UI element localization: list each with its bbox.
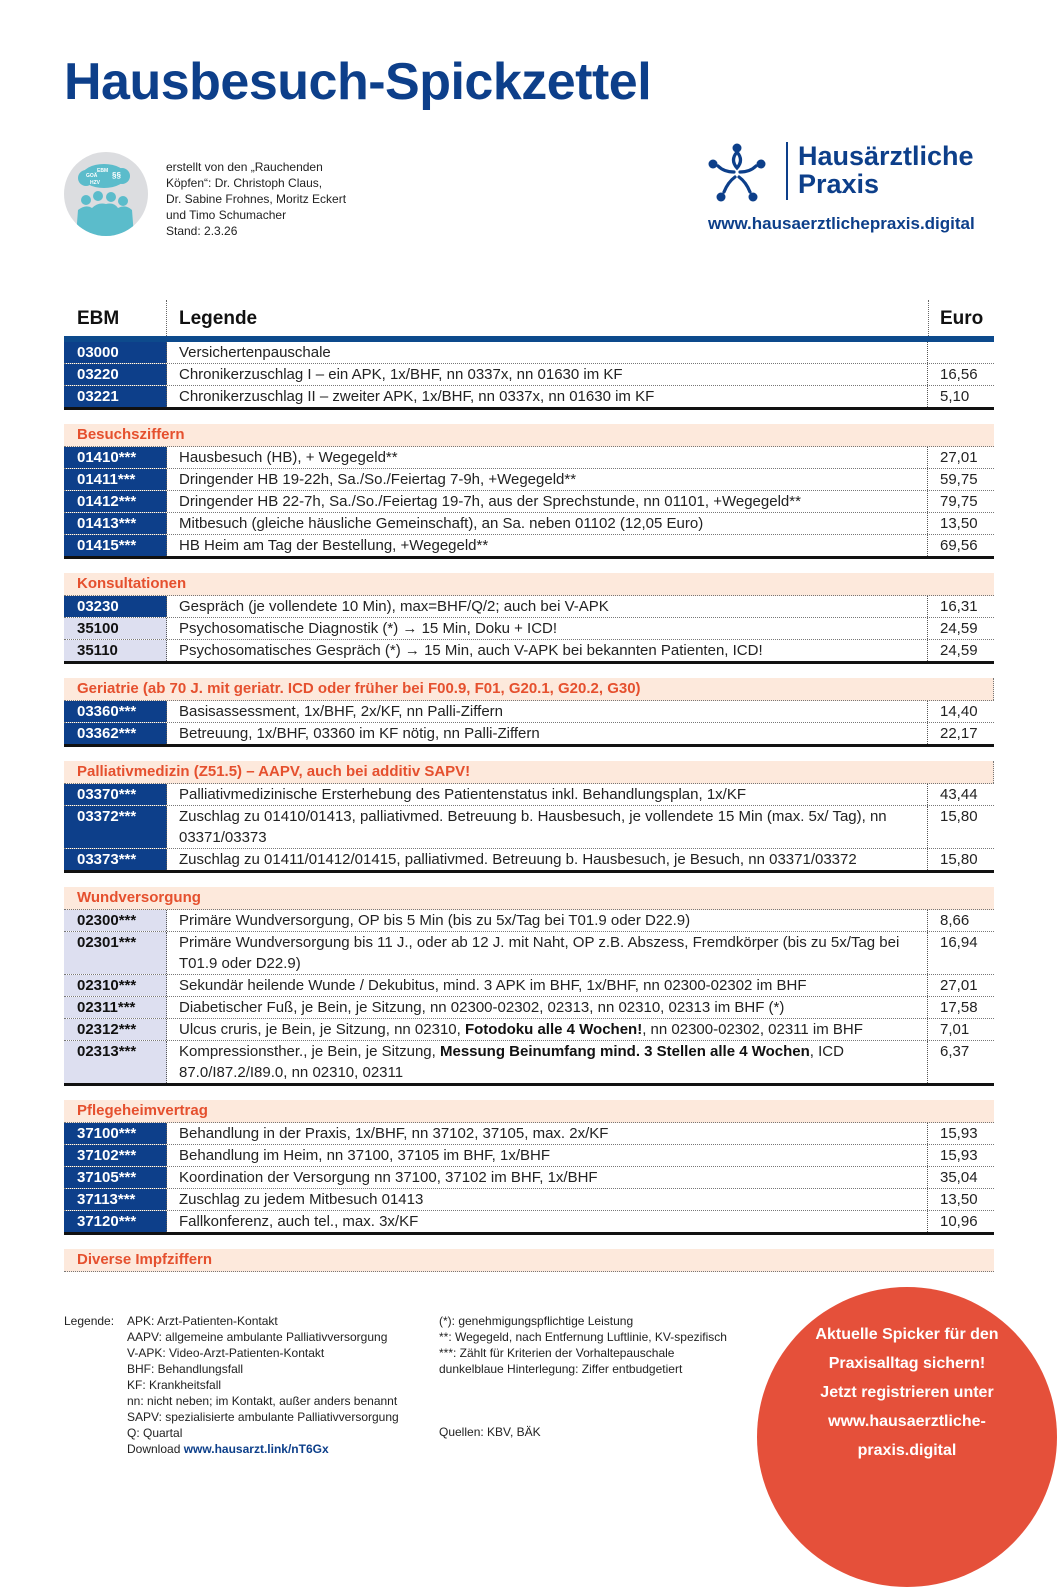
legend-item: BHF: Behandlungsfall <box>127 1362 244 1376</box>
row-description: Hausbesuch (HB), + Wegegeld** <box>179 449 398 466</box>
row-description: Zuschlag zu 01411/01412/01415, palliativmed. Betreuung b. Hausbesuch, je Besuch, nn 03371/03372 <box>179 851 857 868</box>
euro-value: 24,59 <box>927 618 994 639</box>
ebm-code: 37105*** <box>64 1167 167 1188</box>
row-description: Behandlung in der Praxis, 1x/BHF, nn 37102, 37105, max. 2x/KF <box>179 1125 609 1142</box>
people-group-icon <box>64 152 148 236</box>
brand-name-line: Praxis <box>798 169 880 199</box>
ebm-code: 01413*** <box>64 513 167 534</box>
ebm-code: 03220 <box>64 364 167 385</box>
table-body <box>64 342 994 1272</box>
table-section <box>64 887 994 1086</box>
euro-value: 14,40 <box>927 701 994 722</box>
brand-name-line: Hausärztliche <box>798 141 974 171</box>
row-description <box>167 1019 927 1040</box>
column-header-euro: Euro <box>940 308 984 329</box>
footnote: ***: Zählt für Kriterien der Vorhaltepauschale <box>439 1346 675 1360</box>
footnote: **: Wegegeld, nach Entfernung Luftlinie, KV-spezifisch <box>439 1330 727 1344</box>
credits-line: und Timo Schumacher <box>166 208 287 222</box>
ebm-code: 35100 <box>64 618 167 639</box>
page-title: Hausbesuch-Spickzettel <box>64 53 652 111</box>
table-row <box>64 849 994 873</box>
table-row <box>64 535 994 559</box>
row-description: Gespräch (je vollendete 10 Min), max=BHF/Q/2; auch bei V-APK <box>179 598 609 615</box>
row-description: Diabetischer Fuß, je Bein, je Sitzung, nn 02300-02302, 02313, nn 02310, 02313 im BHF (*) <box>179 999 785 1016</box>
row-description: Basisassessment, 1x/BHF, 2x/KF, nn Palli-Ziffern <box>179 703 504 720</box>
ebm-code: 02300*** <box>64 910 167 931</box>
ebm-code: 03221 <box>64 386 167 407</box>
brand-logo <box>706 140 998 240</box>
credits-line: Köpfen“: Dr. Christoph Claus, <box>166 176 323 190</box>
euro-value: 59,75 <box>927 469 994 490</box>
euro-value: 15,80 <box>927 849 994 870</box>
brand-website-link[interactable]: www.hausaerztlichepraxis.digital <box>708 214 975 233</box>
legend-item: APK: Arzt-Patienten-Kontakt <box>127 1314 278 1328</box>
ebm-code: 02312*** <box>64 1019 167 1040</box>
table-section <box>64 1249 994 1272</box>
euro-value: 15,93 <box>927 1123 994 1144</box>
table-row <box>64 513 994 535</box>
promo-line: Aktuelle Spicker für den <box>815 1326 999 1343</box>
row-description: Zuschlag zu 01410/01413, palliativmed. Betreuung b. Hausbesuch, je vollendete 15 Min (max. 5x/ Tag), nn 03371/03373 <box>179 808 887 846</box>
credits-line: erstellt von den „Rauchenden <box>166 160 323 174</box>
credits-line: Dr. Sabine Frohnes, Moritz Eckert <box>166 192 347 206</box>
row-description: Primäre Wundversorgung, OP bis 5 Min (bis zu 5x/Tag bei T01.9 oder D22.9) <box>179 912 691 929</box>
euro-value: 35,04 <box>927 1167 994 1188</box>
euro-value: 10,96 <box>927 1211 994 1232</box>
euro-value <box>927 342 994 363</box>
section-heading: Wundversorgung <box>64 887 994 910</box>
table-row <box>64 1123 994 1145</box>
table-row <box>64 447 994 469</box>
euro-value: 79,75 <box>927 491 994 512</box>
ebm-code: 01410*** <box>64 447 167 468</box>
row-description: Versichertenpauschale <box>179 344 331 361</box>
description-part: , nn 02300-02302, 02311 im BHF <box>642 1021 863 1038</box>
ebm-code: 03372*** <box>64 806 167 848</box>
legend-item: V-APK: Video-Arzt-Patienten-Kontakt <box>127 1346 325 1360</box>
table-row <box>64 997 994 1019</box>
table-row <box>64 910 994 932</box>
column-divider <box>166 300 167 336</box>
table-section <box>64 761 994 873</box>
table-section <box>64 573 994 664</box>
euro-value: 16,94 <box>927 932 994 974</box>
euro-value: 15,93 <box>927 1145 994 1166</box>
euro-value: 16,56 <box>927 364 994 385</box>
row-description: Koordination der Versorgung nn 37100, 37102 im BHF, 1x/BHF <box>179 1169 598 1186</box>
ebm-code: 02310*** <box>64 975 167 996</box>
promo-line: Jetzt registrieren unter <box>820 1384 994 1401</box>
promo-line: praxis.digital <box>857 1442 957 1459</box>
download-label: Download <box>127 1442 184 1456</box>
row-description: Psychosomatische Diagnostik (*) → 15 Min, Doku + ICD! <box>179 620 558 637</box>
ebm-code: 03000 <box>64 342 167 363</box>
row-description: Behandlung im Heim, nn 37100, 37105 im BHF, 1x/BHF <box>179 1147 551 1164</box>
euro-value: 6,37 <box>927 1041 994 1083</box>
row-description: Dringender HB 22-7h, Sa./So./Feiertag 19-7h, aus der Sprechstunde, nn 01101, +Wegegeld** <box>179 493 801 510</box>
table-row <box>64 1019 994 1041</box>
table-row <box>64 1211 994 1235</box>
ebm-code: 01411*** <box>64 469 167 490</box>
download-link[interactable]: www.hausarzt.link/nT6Gx <box>183 1442 329 1456</box>
row-description: Palliativmedizinische Ersterhebung des Patientenstatus inkl. Behandlungsplan, 1x/KF <box>179 786 746 803</box>
table-row <box>64 701 994 723</box>
section-heading: Palliativmedizin (Z51.5) – AAPV, auch bei additiv SAPV! <box>64 761 994 784</box>
row-description: Fallkonferenz, auch tel., max. 3x/KF <box>179 1213 419 1230</box>
bubble-word: GOÄ <box>86 173 98 179</box>
row-description: HB Heim am Tag der Bestellung, +Wegegeld** <box>179 537 489 554</box>
ebm-code: 03370*** <box>64 784 167 805</box>
hausaerztliche-praxis-logo-icon <box>706 142 768 204</box>
promo-line: www.hausaerztliche- <box>828 1413 986 1430</box>
ebm-table <box>64 300 994 1286</box>
table-row <box>64 640 994 664</box>
row-description: Betreuung, 1x/BHF, 03360 im KF nötig, nn Palli-Ziffern <box>179 725 540 742</box>
legend-items <box>127 1313 399 1457</box>
table-row <box>64 975 994 997</box>
table-section <box>64 678 994 747</box>
table-row <box>64 618 994 640</box>
column-header-ebm: EBM <box>77 308 120 329</box>
ebm-code: 02313*** <box>64 1041 167 1083</box>
ebm-code: 02301*** <box>64 932 167 974</box>
emphasis-text: Messung Beinumfang mind. 3 Stellen alle 4 Wochen <box>439 1043 810 1060</box>
table-row <box>64 806 994 849</box>
euro-value: 17,58 <box>927 997 994 1018</box>
table-section <box>64 1100 994 1235</box>
promo-text[interactable] <box>777 1320 1037 1465</box>
legend-item: SAPV: spezialisierte ambulante Palliativversorgung <box>127 1410 399 1424</box>
table-row <box>64 1167 994 1189</box>
bubble-word: HZV <box>90 180 100 186</box>
sources-text: Quellen: KBV, BÄK <box>439 1425 541 1439</box>
footnote: (*): genehmigungspflichtige Leistung <box>439 1314 634 1328</box>
row-description: Dringender HB 19-22h, Sa./So./Feiertag 7-9h, +Wegegeld** <box>179 471 577 488</box>
legend-item: AAPV: allgemeine ambulante Palliativversorgung <box>127 1330 388 1344</box>
table-row <box>64 342 994 364</box>
emphasis-text: Fotodoku alle 4 Wochen! <box>464 1021 643 1038</box>
ebm-code: 35110 <box>64 640 167 661</box>
brand-name <box>798 142 974 198</box>
legend-item: Q: Quartal <box>127 1426 183 1440</box>
ebm-code: 03360*** <box>64 701 167 722</box>
bubble-word: §§ <box>112 171 121 180</box>
ebm-code: 01415*** <box>64 535 167 556</box>
row-description: Psychosomatisches Gespräch (*) → 15 Min, auch V-APK bei bekannten Patienten, ICD! <box>179 642 763 659</box>
legend-item: nn: nicht neben; im Kontakt, außer anders benannt <box>127 1394 398 1408</box>
euro-value: 16,31 <box>927 596 994 617</box>
promo-line: Praxisalltag sichern! <box>828 1355 986 1372</box>
brand-divider <box>786 142 788 200</box>
description-part: Ulcus cruris, je Bein, je Sitzung, nn 02310, <box>179 1021 465 1038</box>
table-row <box>64 596 994 618</box>
base-section <box>64 342 994 410</box>
euro-value: 7,01 <box>927 1019 994 1040</box>
table-row <box>64 1145 994 1167</box>
row-description: Mitbesuch (gleiche häusliche Gemeinschaft), an Sa. neben 01102 (12,05 Euro) <box>179 515 704 532</box>
authors-avatar-image <box>64 152 148 236</box>
row-description: Chronikerzuschlag II – zweiter APK, 1x/BHF, nn 0337x, nn 01630 im KF <box>179 388 655 405</box>
euro-value: 27,01 <box>927 975 994 996</box>
section-heading: Pflegeheimvertrag <box>64 1100 994 1123</box>
ebm-code: 37102*** <box>64 1145 167 1166</box>
table-row <box>64 1041 994 1086</box>
row-description: Sekundär heilende Wunde / Dekubitus, mind. 3 APK im BHF, 1x/BHF, nn 02300-02302 im BHF <box>179 977 807 994</box>
euro-value: 15,80 <box>927 806 994 848</box>
ebm-code: 37120*** <box>64 1211 167 1232</box>
ebm-code: 03373*** <box>64 849 167 870</box>
euro-value: 5,10 <box>927 386 994 407</box>
row-description <box>167 1041 927 1083</box>
ebm-code: 01412*** <box>64 491 167 512</box>
table-row <box>64 932 994 975</box>
stand-date: Stand: 2.3.26 <box>166 224 238 238</box>
table-row <box>64 1189 994 1211</box>
description-part: , ICD 87.0/I87.2/I89.0, nn 02310, 02311 <box>179 1043 844 1081</box>
ebm-code: 03362*** <box>64 723 167 744</box>
table-row <box>64 491 994 513</box>
ebm-code: 03230 <box>64 596 167 617</box>
footnotes <box>439 1313 727 1377</box>
section-heading: Geriatrie (ab 70 J. mit geriatr. ICD oder früher bei F00.9, F01, G20.1, G20.2, G30) <box>64 678 994 701</box>
table-section <box>64 424 994 559</box>
legend-label: Legende: <box>64 1314 115 1328</box>
section-heading: Diverse Impfziffern <box>64 1249 994 1272</box>
table-row <box>64 784 994 806</box>
bubble-word: EBM <box>97 168 109 174</box>
euro-value: 43,44 <box>927 784 994 805</box>
euro-value: 22,17 <box>927 723 994 744</box>
column-header-legende: Legende <box>179 308 258 329</box>
euro-value: 24,59 <box>927 640 994 661</box>
ebm-code: 37100*** <box>64 1123 167 1144</box>
euro-value: 13,50 <box>927 1189 994 1210</box>
ebm-code: 02311*** <box>64 997 167 1018</box>
table-row <box>64 364 994 386</box>
section-heading: Konsultationen <box>64 573 994 596</box>
table-header <box>64 300 994 336</box>
download-line <box>127 1441 399 1457</box>
euro-value: 27,01 <box>927 447 994 468</box>
ebm-code: 37113*** <box>64 1189 167 1210</box>
euro-value: 13,50 <box>927 513 994 534</box>
table-row <box>64 469 994 491</box>
description-part: Kompressionsther., je Bein, je Sitzung, <box>179 1043 440 1060</box>
footnote: dunkelblaue Hinterlegung: Ziffer entbudgetiert <box>439 1362 683 1376</box>
table-row <box>64 723 994 747</box>
table-row <box>64 386 994 410</box>
row-description: Chronikerzuschlag I – ein APK, 1x/BHF, nn 0337x, nn 01630 im KF <box>179 366 623 383</box>
legend-item: KF: Krankheitsfall <box>127 1378 222 1392</box>
euro-value: 8,66 <box>927 910 994 931</box>
euro-value: 69,56 <box>927 535 994 556</box>
section-heading: Besuchsziffern <box>64 424 994 447</box>
row-description: Primäre Wundversorgung bis 11 J., oder ab 12 J. mit Naht, OP z.B. Abszess, Fremdkörper (bis zu 5x/Tag bei T01.9 oder D22.9) <box>179 934 900 972</box>
column-divider <box>928 300 929 336</box>
credits-text <box>166 159 346 239</box>
row-description: Zuschlag zu jedem Mitbesuch 01413 <box>179 1191 424 1208</box>
